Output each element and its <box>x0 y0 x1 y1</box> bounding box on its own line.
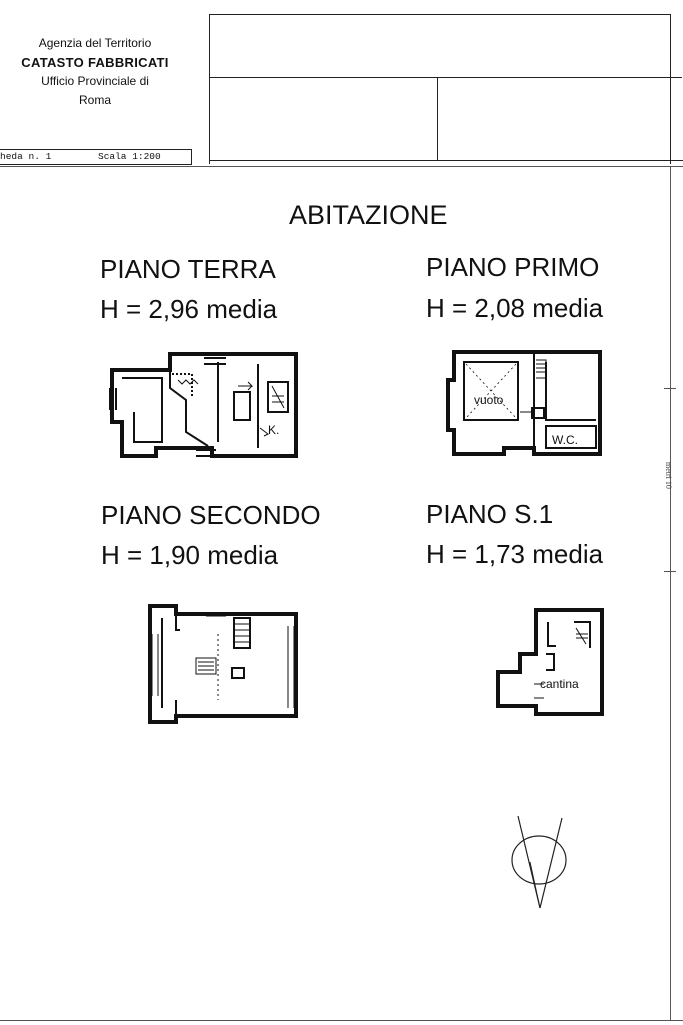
room-label-vuoto: vuoto <box>474 393 504 407</box>
scheda-row <box>0 150 190 164</box>
scale-tick-top <box>664 388 676 389</box>
floor-plan-piano-terra <box>108 352 298 460</box>
scheda-number: heda n. 1 <box>0 151 52 162</box>
room-label-wc: W.C. <box>552 433 578 447</box>
office-label: Ufficio Provinciale di <box>41 74 149 88</box>
floor-plan-piano-primo <box>446 350 602 458</box>
sheet-bottom-rule <box>0 1020 683 1021</box>
header-right-vline <box>670 14 671 164</box>
floor-name-piano-primo: PIANO PRIMO <box>426 252 600 282</box>
floor-name-piano-s1: PIANO S.1 <box>426 499 554 529</box>
sheet-right-border <box>670 166 671 1021</box>
room-label-cantina: cantina <box>540 677 579 691</box>
scheda-bottom-rule <box>0 164 192 165</box>
agency-name: Agenzia del Territorio <box>38 36 152 50</box>
floor-plan-piano-s1 <box>494 608 606 718</box>
header-bottom-rule <box>210 160 683 161</box>
header-center-vline <box>437 78 438 160</box>
scale-label: Scala 1:200 <box>98 151 161 162</box>
room-label-kitchen: K. <box>268 423 280 437</box>
floor-height-piano-secondo: H = 1,90 media <box>101 540 279 570</box>
header-mid-rule <box>210 77 682 78</box>
sheet-top-rule <box>0 166 683 167</box>
floor-name-piano-secondo: PIANO SECONDO <box>101 500 321 530</box>
office-city: Roma <box>78 93 111 107</box>
agency-block <box>0 34 190 110</box>
header-top-rule <box>210 14 670 15</box>
floor-height-piano-terra: H = 2,96 media <box>100 294 278 324</box>
catasto-label: CATASTO FABBRICATI <box>21 55 169 70</box>
scheda-right-vline <box>191 149 192 165</box>
header-left-vline <box>209 14 210 164</box>
north-arrow-icon <box>510 812 570 912</box>
floor-plan-piano-secondo <box>146 604 302 724</box>
page-title: ABITAZIONE <box>289 200 448 230</box>
margin-scale-label: metri 10 <box>664 462 673 489</box>
floor-name-piano-terra: PIANO TERRA <box>100 254 276 284</box>
scale-tick-bottom <box>664 571 676 572</box>
floor-height-piano-s1: H = 1,73 media <box>426 539 604 569</box>
floor-height-piano-primo: H = 2,08 media <box>426 293 604 323</box>
